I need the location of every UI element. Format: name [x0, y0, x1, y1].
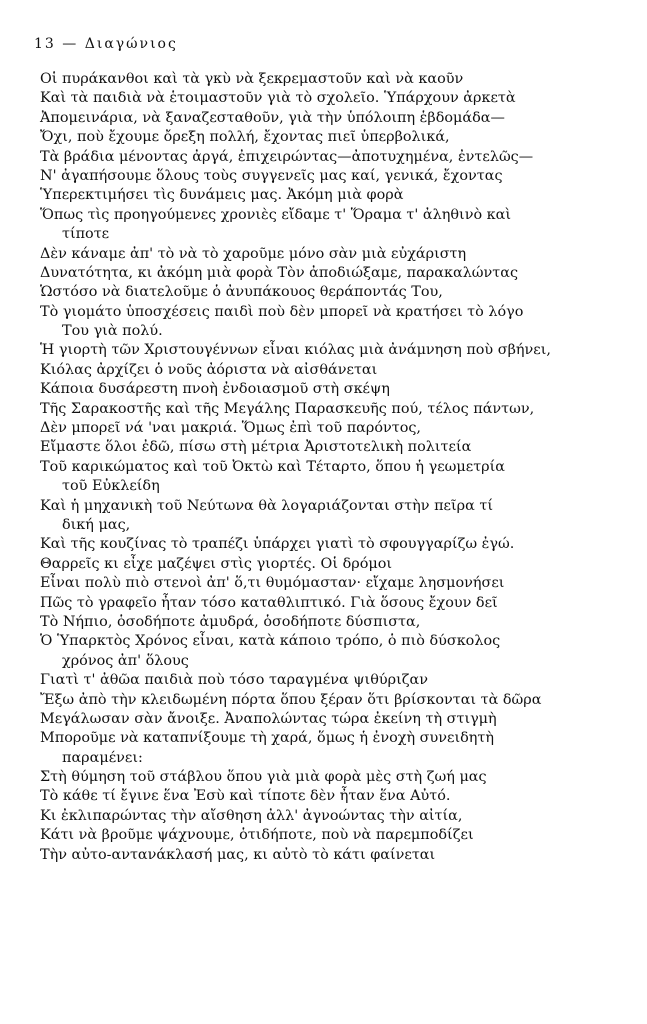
poem-line: Ὄχι, ποὺ ἔχουμε ὄρεξη πολλή, ἔχοντας πιεῖ ὑπερβολικά,	[40, 129, 450, 146]
poem-line: Γιατὶ τ' ἀθῶα παιδιὰ ποὺ τόσο ταραγμένα ψιθύριζαν	[40, 672, 428, 689]
poem-line: παραμένει:	[62, 749, 143, 766]
poem-line: Μποροῦμε νὰ καταπνίξουμε τὴ χαρά, ὅμως ἡ ἐνοχὴ συνειδητὴ	[40, 730, 494, 747]
poem-line: Πῶς τὸ γραφεῖο ἦταν τόσο καταθλιπτικό. Γιὰ ὅσους ἔχουν δεῖ	[40, 594, 498, 611]
poem-line: Τὰ βράδια μένοντας ἀργά, ἐπιχειρώντας—ἀποτυχημένα, ἐντελῶς—	[40, 148, 534, 165]
poem-line: Μεγάλωσαν σὰν ἄνοιξε. Ἀναπολώντας τώρα ἐκείνη τὴ στιγμὴ	[40, 710, 497, 727]
poem-line: Δυνατότητα, κι ἀκόμη μιὰ φορὰ Τὸν ἀποδιώξαμε, παρακαλώντας	[40, 264, 519, 281]
poem-line: Εἴμαστε ὅλοι ἐδῶ, πίσω στὴ μέτρια Ἀριστοτελικὴ πολιτεία	[40, 439, 472, 456]
poem-line: Τοῦ καρικώματος καὶ τοῦ Ὀκτὼ καὶ Τέταρτο, ὅπου ἡ γεωμετρία	[40, 458, 505, 475]
poem-line: Κάποια δυσάρεστη πνοὴ ἐνδοιασμοῦ στὴ σκέψη	[40, 381, 390, 398]
poem-line: Ν' ἀγαπήσουμε ὅλους τοὺς συγγενεῖς μας καί, γενικά, ἔχοντας	[40, 167, 503, 184]
poem-line: Ἔξω ἀπὸ τὴν κλειδωμένη πόρτα ὅπου ξέραν ὅτι βρίσκονται τὰ δῶρα	[40, 691, 542, 708]
poem-line: Ὁ Ὑπαρκτὸς Χρόνος εἶναι, κατὰ κάποιο τρόπο, ὁ πιὸ δύσκολος	[40, 633, 501, 650]
poem-line: Ἡ γιορτὴ τῶν Χριστουγέννων εἶναι κιόλας μιὰ ἀνάμνηση ποὺ σβήνει,	[40, 342, 551, 359]
poem-line: Τὸ γιομάτο ὑποσχέσεις παιδὶ ποὺ δὲν μπορεῖ νὰ κρατήσει τὸ λόγο	[40, 303, 524, 320]
poem-line: Ὑπερεκτιμήσει τὶς δυνάμεις μας. Ἀκόμη μιὰ φορὰ	[40, 187, 404, 204]
poem-line: Του γιὰ πολύ.	[62, 323, 163, 340]
poem-line: Τὸ κάθε τί ἔγινε ἕνα Ἐσὺ καὶ τίποτε δὲν ἦταν ἕνα Αὐτό.	[40, 788, 451, 805]
poem-line: Κάτι νὰ βροῦμε ψάχνουμε, ὁτιδήποτε, ποὺ νὰ παρεμποδίζει	[40, 827, 474, 844]
poem-text	[40, 70, 630, 865]
poem-line: Κι ἐκλιπαρώντας τὴν αἴσθηση ἀλλ' ἀγνοώντας τὴν αἰτία,	[40, 807, 463, 824]
poem-line: Εἶναι πολὺ πιὸ στενοὶ ἀπ' ὅ,τι θυμόμασταν· εἴχαμε λησμονήσει	[40, 575, 505, 592]
poem-line: Τὸ Νήπιο, ὁσοδήποτε ἀμυδρά, ὁσοδήποτε δύσπιστα,	[40, 613, 421, 630]
poem-line: Καὶ ἡ μηχανικὴ τοῦ Νεύτωνα θὰ λογαριάζονται στὴν πεῖρα τί	[40, 497, 493, 514]
poem-line: Ὡστόσο νὰ διατελοῦμε ὁ ἀνυπάκουος θεράποντάς Του,	[40, 284, 443, 301]
poem-line: Ὅπως τὶς προηγούμενες χρονιὲς εἴδαμε τ' Ὅραμα τ' ἀληθινὸ καὶ	[40, 206, 512, 223]
page-header: 13 — Διαγώνιος	[34, 36, 178, 52]
poem-line: Δὲν μπορεῖ νά 'ναι μακριά. Ὅμως ἐπὶ τοῦ παρόντος,	[40, 420, 422, 437]
poem-line: Ἀπομεινάρια, νὰ ξαναζεσταθοῦν, γιὰ τὴν ὑπόλοιπη ἑβδομάδα—	[40, 109, 505, 126]
poem-line: Τὴν αὐτο-αντανάκλασή μας, κι αὐτὸ τὸ κάτι φαίνεται	[40, 846, 436, 863]
poem-line: Τῆς Σαρακοστῆς καὶ τῆς Μεγάλης Παρασκευῆς πού, τέλος πάντων,	[40, 400, 535, 417]
poem-line: τίποτε	[62, 226, 110, 243]
poem-line: Καὶ τῆς κουζίνας τὸ τραπέζι ὑπάρχει γιατὶ τὸ σφουγγαρίζω ἐγώ.	[40, 536, 515, 553]
poem-line: Οἱ πυράκανθοι καὶ τὰ γκὺ νὰ ξεκρεμαστοῦν καὶ νὰ καοῦν	[40, 71, 464, 87]
poem-line: Δὲν κάναμε ἀπ' τὸ νὰ τὸ χαροῦμε μόνο σὰν μιὰ εὐχάριστη	[40, 245, 467, 262]
poem-line: τοῦ Εὐκλείδη	[62, 478, 160, 495]
poem-line: Στὴ θύμηση τοῦ στάβλου ὅπου γιὰ μιὰ φορὰ μὲς στὴ ζωή μας	[40, 769, 487, 786]
poem-line: Καὶ τὰ παιδιὰ νὰ ἑτοιμαστοῦν γιὰ τὸ σχολεῖο. Ὑπάρχουν ἀρκετὰ	[40, 90, 516, 107]
poem-line: Θαρρεῖς κι εἶχε μαζέψει στὶς γιορτές. Οἱ δρόμοι	[40, 555, 393, 572]
poem-line: χρόνος ἀπ' ὅλους	[62, 652, 189, 669]
poem-line: δική μας,	[62, 516, 131, 533]
poem-line: Κιόλας ἀρχίζει ὁ νοῦς ἀόριστα νὰ αἰσθάνεται	[40, 361, 378, 378]
